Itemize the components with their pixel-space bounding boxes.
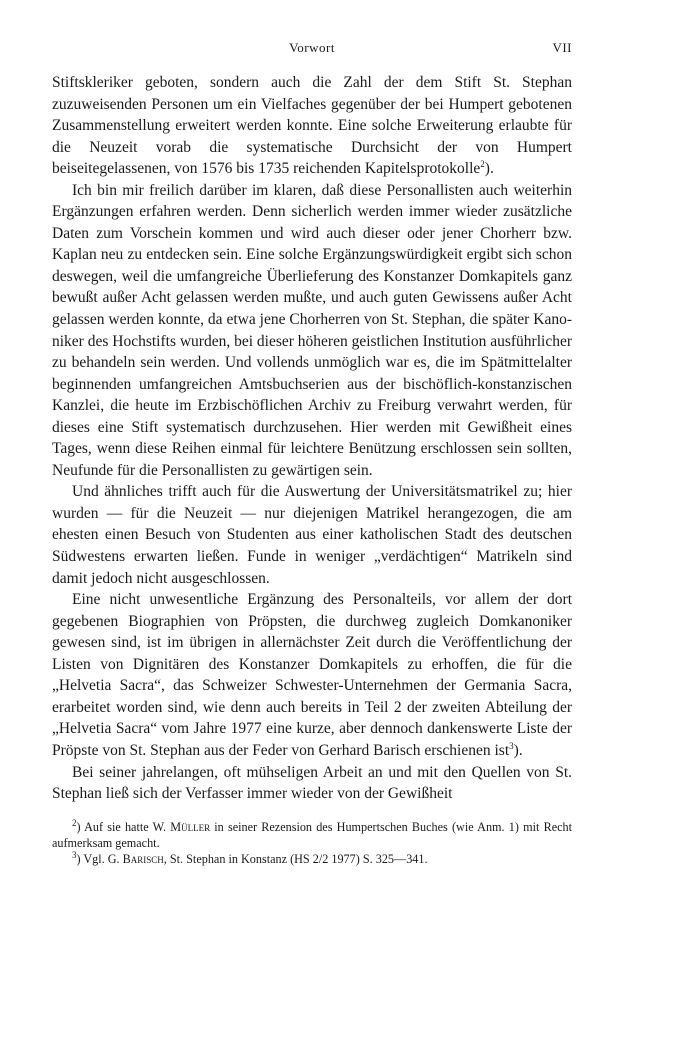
paragraph: [52, 589, 572, 761]
text-run: ).: [484, 160, 494, 178]
author-name: Müller: [170, 819, 211, 834]
text-run: Bei seiner jahrelangen, oft mühseligen Arbeit an und mit den Quellen von St. Stephan ließ sich der Verfasser immer wieder von der Gewißheit: [52, 763, 572, 803]
footnote-marker: 2: [480, 159, 485, 170]
paragraph: [52, 180, 572, 482]
running-header: [52, 38, 572, 60]
footnote-marker: 3: [509, 740, 514, 751]
footnote-marker: 3: [72, 849, 77, 860]
footnote-marker: 2: [72, 817, 77, 828]
text-run: , St. Stephan in Konstanz (HS 2/2 1977) S. 325—341.: [163, 851, 428, 866]
paragraph: [52, 762, 572, 805]
author-name: Barisch: [122, 851, 164, 866]
running-title: Vorwort: [289, 40, 335, 55]
paragraph: [52, 481, 572, 589]
footnotes: [52, 819, 572, 867]
text-run: Und ähnliches trifft auch für die Auswertung der Universitätsmatrikel zu; hier wurden — für die Neuzeit — nur diejenigen Matrikel herangezogen, die am ehesten einen Besuch von Studenten aus einer katholischen Stadt des deutschen Südwestens erwarten ließen. Funde in weniger „verdächtigen“ Matrikeln sind damit jedoch nicht ausgeschlossen.: [52, 483, 572, 587]
footnote: [52, 851, 572, 867]
paragraph: [52, 72, 572, 180]
text-run: in seiner Rezension des Humpertschen Buches (wie Anm. 1) mit Recht aufmerksam gemacht.: [52, 819, 573, 850]
footnote: [52, 819, 572, 851]
text-run: ) Auf sie hatte W.: [76, 819, 171, 834]
text-run: ).: [513, 741, 523, 759]
text-run: ) Vgl. G.: [76, 851, 123, 866]
page-number: VII: [552, 40, 572, 55]
book-page: [52, 38, 572, 867]
body-text: [52, 72, 572, 805]
text-run: Eine nicht unwesentliche Ergänzung des Personalteils, vor allem der dort gegebenen Biographien von Pröpsten, die durchweg zugleich Domkanoniker gewesen sind, ist im übrigen in allernächster Zeit durch die Veröffentlichung der Listen von Dignitären des Konstanzer Domkapitels zu erhoffen, die für die „Helvetia Sacra“, das Schweizer Schwester-Unternehmen der Germania Sacra, erarbeitet worden sind, wie denn auch bereits in Teil 2 der zweiten Abteilung der „Helvetia Sacra“ vom Jahre 1977 eine kurze, aber dennoch dankenswerte Liste der Pröpste von St. Stephan aus der Feder von Gerhard Barisch erschienen ist: [52, 591, 572, 759]
text-run: Stiftskleriker geboten, sondern auch die Zahl der dem Stift St. Stephan zuzuweisenden Personen um ein Vielfaches gegenüber der bei Humpert gebotenen Zusammenstellung erweitert werden konnte. Eine solche Erweiterung erlaubte für die Neuzeit vorab die systematische Durchsicht der von Humpert beiseitegelassenen, von 1576 bis 1735 reichenden Kapitelsprotokolle: [52, 74, 572, 178]
text-run: Ich bin mir freilich darüber im klaren, daß diese Personallisten auch weiterhin Ergänzungen erfahren werden. Denn sicherlich werden immer wieder zusätzliche Daten zum Vorschein kommen und wird auch dieser oder jener Chorherr bzw. Kaplan neu zu entdecken sein. Eine solche Ergänzungswürdigkeit ergibt sich schon deswegen, weil die umfangreiche Überlieferung des Konstanzer Domkapitels ganz bewußt außer Acht gelassen werden mußte, und auch guten Gewissens außer Acht gelassen werden konnte, da etwa jene Chorherren von St. Stephan, die später Kanoniker des Hochstifts wurden, bei dieser höheren geistlichen Institution ausführlicher zu behandeln sein werden. Und vollends unmöglich war es, die im Spätmittelalter beginnenden umfangreichen Amtsbuchserien aus der bischöflich-konstanzischen Kanzlei, die heute im Erzbischöflichen Archiv zu Freiburg verwahrt werden, für dieses eine Stift systematisch durchzusehen. Hier werden mit Gewißheit eines Tages, wenn diese Reihen einmal für leichtere Benützung erschlossen sein sollten, Neufunde für die Personallisten zu gewärtigen sein.: [52, 181, 572, 479]
